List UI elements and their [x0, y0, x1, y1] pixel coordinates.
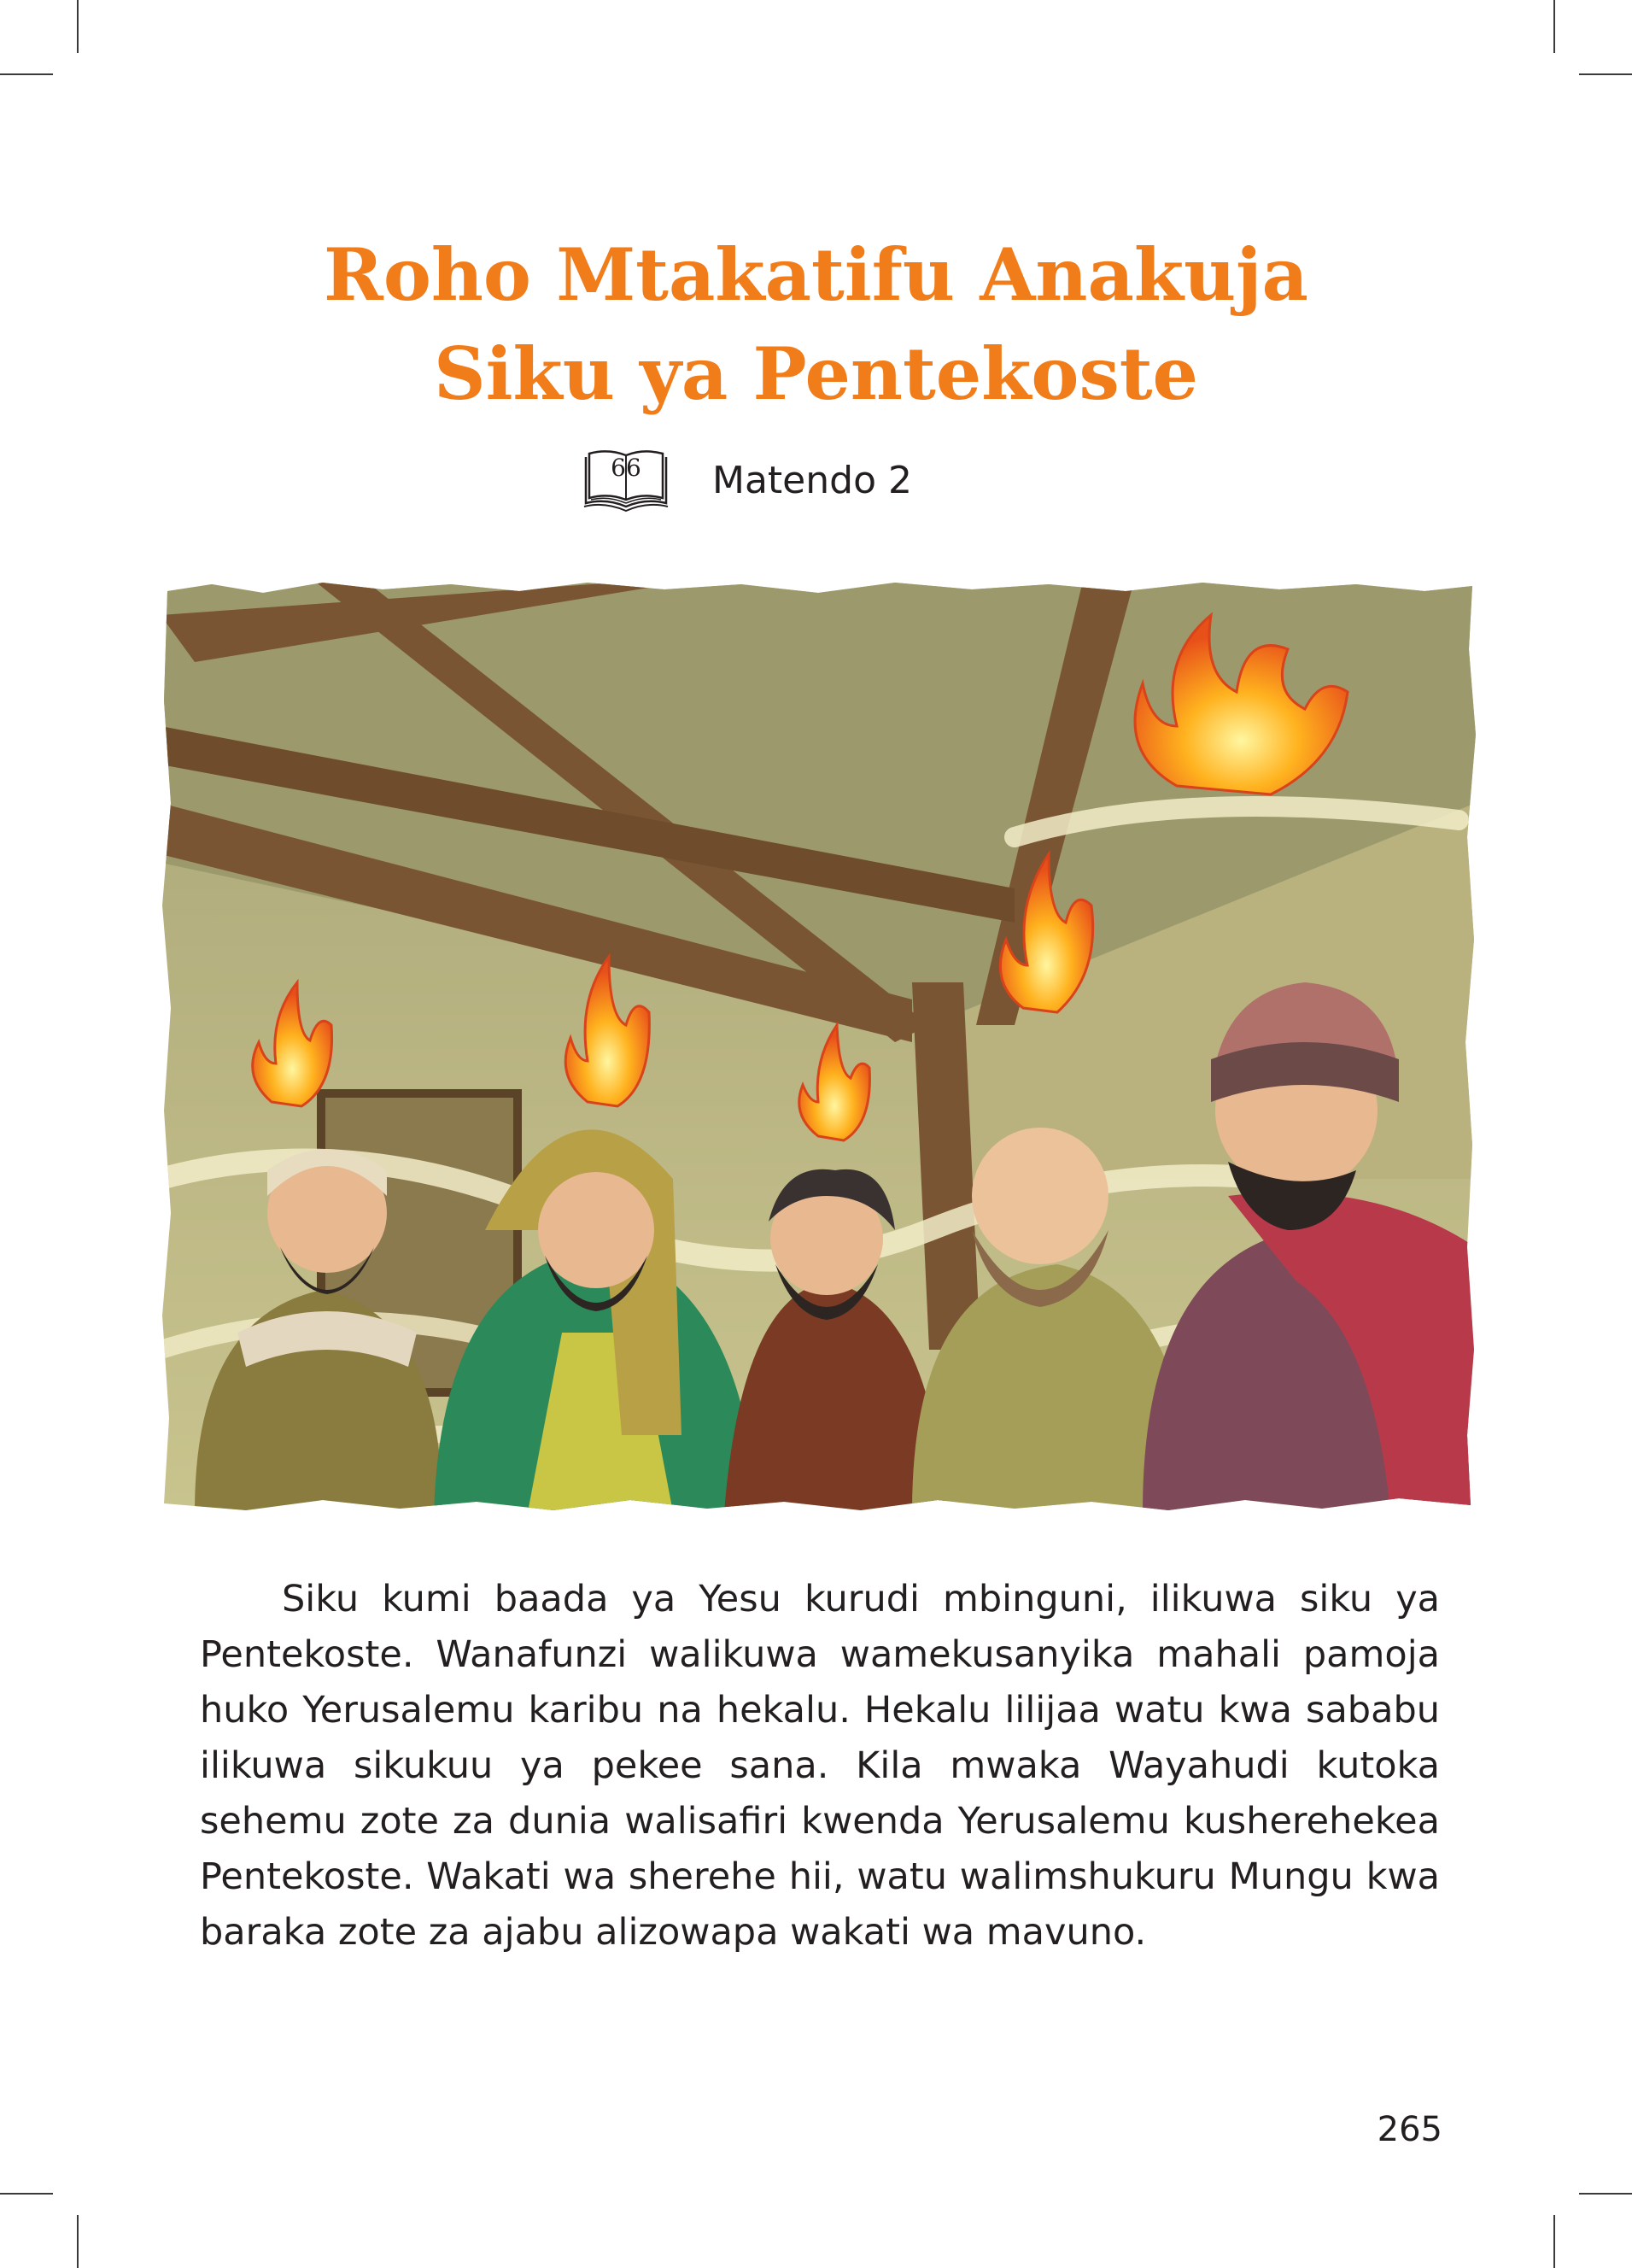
- crop-mark: [1579, 2193, 1632, 2195]
- crop-mark: [0, 73, 53, 75]
- crop-mark: [1579, 73, 1632, 75]
- crop-mark: [77, 2215, 79, 2268]
- crop-mark: [77, 0, 79, 53]
- crop-mark: [1553, 2215, 1555, 2268]
- page-title-line-2: Siku ya Pentekoste: [433, 331, 1198, 416]
- body-paragraph: Siku kumi baada ya Yesu kurudi mbinguni, ilikuwa siku ya Pentekoste. Wanafunzi walikuwa wamekusanyika mahali pamoja huko Yerusalemu karibu na hekalu. Hekalu lilijaa watu kwa sababu ilikuwa sikukuu ya pekee sana. Kila mwaka Wayahudi kutoka sehemu zote za dunia walisafiri kwenda Yerusalemu kusherehekea Pentekoste. Wakati wa sherehe hii, watu walimshukuru Mungu kwa baraka zote za ajabu alizowapa wakati wa mavuno.: [200, 1578, 1440, 1954]
- crop-mark: [1553, 0, 1555, 53]
- scripture-reference: [582, 446, 912, 514]
- scripture-reference-text: Matendo 2: [712, 458, 912, 502]
- page-number: 265: [1377, 2110, 1442, 2149]
- page-title-line-1: Roho Mtakatifu Anakuja: [324, 232, 1308, 317]
- story-illustration: [161, 581, 1476, 1512]
- story-number: 66: [611, 454, 641, 482]
- open-book-icon: [582, 447, 670, 513]
- crop-mark: [0, 2193, 53, 2195]
